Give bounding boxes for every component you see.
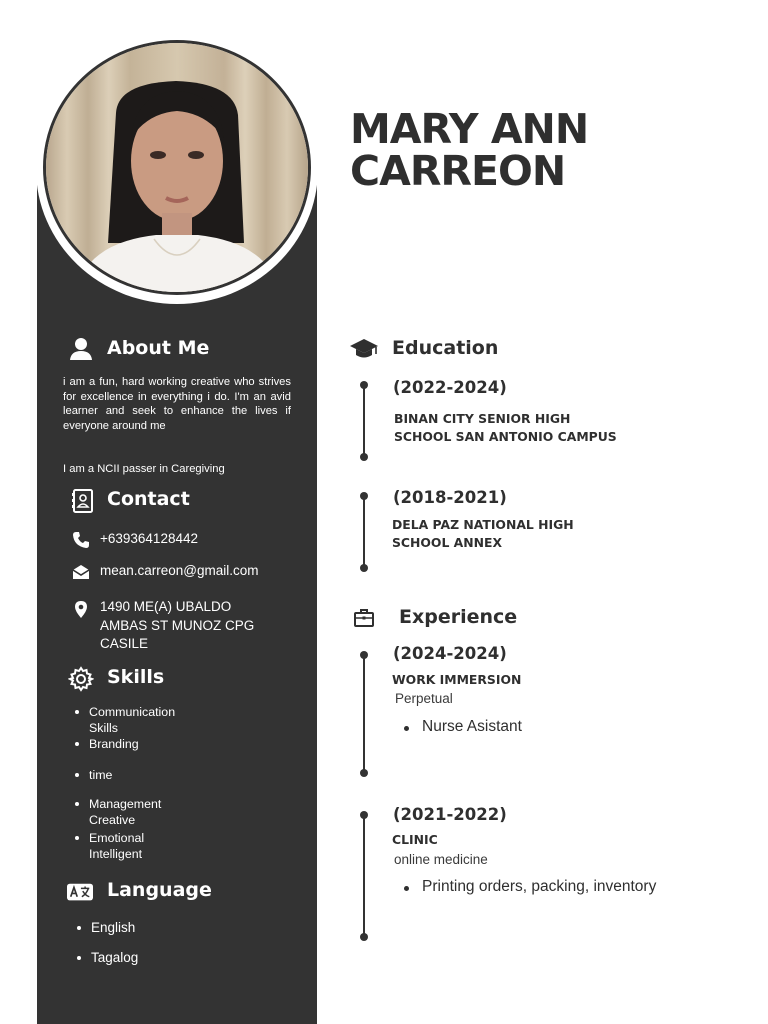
experience-title: WORK IMMERSION <box>392 672 522 687</box>
language-heading: Language <box>107 879 212 901</box>
address-line: 1490 ME(A) UBALDO <box>100 599 232 614</box>
briefcase-icon <box>353 607 375 629</box>
timeline-line <box>363 385 365 457</box>
contact-heading: Contact <box>107 488 190 510</box>
timeline-line <box>363 815 365 937</box>
list-item: English <box>77 920 135 936</box>
translate-icon <box>67 880 93 906</box>
experience-org: Perpetual <box>395 691 453 706</box>
portrait-illustration <box>46 43 308 292</box>
about-heading: About Me <box>107 337 210 359</box>
education-school <box>394 410 617 446</box>
skill-label: time <box>89 768 113 782</box>
gear-icon <box>68 666 94 692</box>
list-item <box>75 736 139 752</box>
name-last: CARREON <box>350 147 566 195</box>
skill-label: Emotional <box>89 831 145 845</box>
education-heading: Education <box>392 337 499 359</box>
school-line: DELA PAZ NATIONAL HIGH <box>392 517 574 532</box>
envelope-icon <box>72 563 90 581</box>
school-line: BINAN CITY SENIOR HIGH <box>394 411 571 426</box>
education-school <box>392 516 574 552</box>
skill-label: Creative <box>89 813 136 827</box>
list-item: Tagalog <box>77 950 138 966</box>
skills-heading: Skills <box>107 666 165 688</box>
timeline-dot <box>360 933 368 941</box>
timeline-dot <box>360 769 368 777</box>
address-line: CASILE <box>100 636 149 651</box>
address <box>100 598 254 654</box>
email-address: mean.carreon@gmail.com <box>100 563 259 578</box>
skill-label: Skills <box>89 721 118 735</box>
experience-org: online medicine <box>394 852 488 867</box>
education-period: (2022-2024) <box>393 378 507 397</box>
skill-label: Branding <box>89 737 139 751</box>
name-first: MARY ANN <box>350 105 589 153</box>
contact-book-icon <box>70 488 96 514</box>
certification-text: I am a NCII passer in Caregiving <box>63 463 225 475</box>
about-text: i am a fun, hard working creative who strives for excellence in everything i do. I'm an avid learner and seek to enhance the lives if everyone around me <box>63 376 291 432</box>
timeline-line <box>363 655 365 773</box>
skill-label: Management <box>89 797 162 811</box>
graduation-cap-icon <box>350 336 378 362</box>
list-item <box>75 767 112 783</box>
school-line: SCHOOL ANNEX <box>392 535 503 550</box>
list-item <box>75 796 161 828</box>
experience-period: (2024-2024) <box>393 644 507 663</box>
experience-duty: Nurse Asistant <box>404 718 522 736</box>
timeline-line <box>363 496 365 568</box>
skill-label: Intelligent <box>89 847 143 861</box>
timeline-dot <box>360 564 368 572</box>
experience-heading: Experience <box>399 606 518 628</box>
phone-icon <box>72 531 90 549</box>
list-item <box>75 704 175 736</box>
experience-duty: Printing orders, packing, inventory <box>404 878 656 896</box>
education-period: (2018-2021) <box>393 488 507 507</box>
list-item <box>75 830 144 862</box>
address-line: AMBAS ST MUNOZ CPG <box>100 617 255 633</box>
phone-number: +639364128442 <box>100 531 198 546</box>
experience-title: CLINIC <box>392 832 438 847</box>
school-line: SCHOOL SAN ANTONIO CAMPUS <box>394 429 617 444</box>
profile-photo <box>43 40 311 295</box>
timeline-dot <box>360 453 368 461</box>
location-pin-icon <box>72 600 90 618</box>
experience-period: (2021-2022) <box>393 805 507 824</box>
skill-label: Communication <box>89 705 176 719</box>
user-icon <box>68 336 94 362</box>
